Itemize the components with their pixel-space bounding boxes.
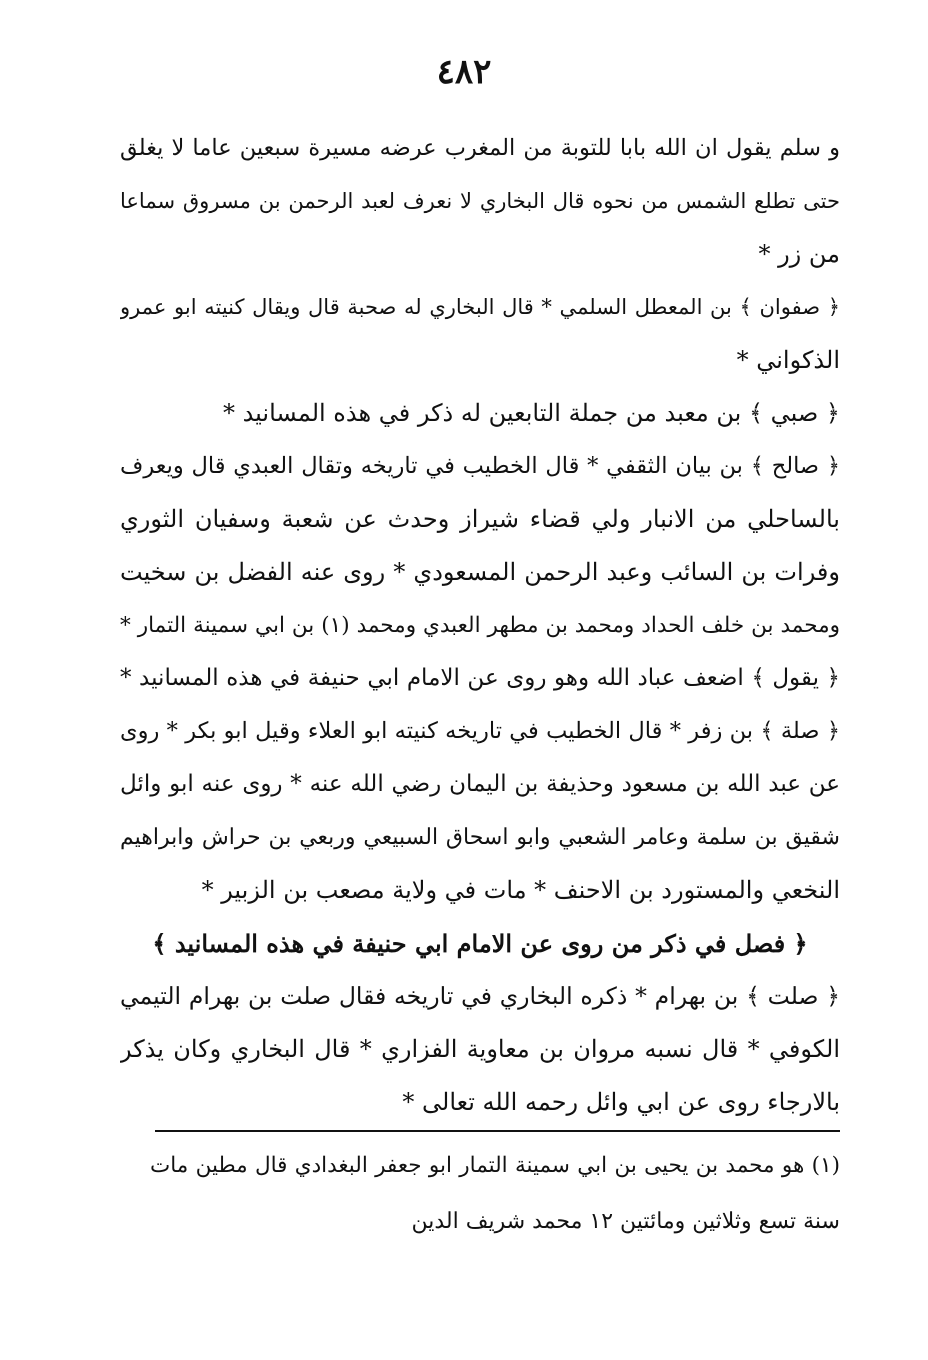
text-line: ومحمد بن خلف الحداد ومحمد بن مطهر العبدي ومحمد (١) بن ابي سمينة التمار * [120, 613, 840, 638]
text-line: من زر * [758, 240, 840, 268]
entry-line-safwan: ﴿ صفوان ﴾ بن المعطل السلمي * قال البخاري له صحبة قال ويقال كنيته ابو عمرو [120, 295, 840, 319]
text-line: الكوفي * قال نسبه مروان بن معاوية الفزاري * قال البخاري وكان يذكر [120, 1035, 840, 1063]
text-line: بالارجاء روى عن ابي وائل رحمه الله تعالى * [402, 1088, 840, 1116]
text-line: و سلم يقول ان الله بابا للتوبة من المغرب عرضه مسيرة سبعين عاما لا يغلق [120, 135, 840, 161]
entry-line-salih: ﴿ صالح ﴾ بن بيان الثقفي * قال الخطيب في تاريخه وتقال العبدي قال ويعرف [120, 453, 840, 479]
text-line: حتى تطلع الشمس من نحوه قال البخاري لا نعرف لعبد الرحمن بن مسروق سماعا [120, 189, 840, 213]
section-heading: ﴿ فصل في ذكر من روى عن الامام ابي حنيفة في هذه المسانيد ﴾ [152, 929, 808, 958]
page-number: ٤٨٢ [436, 52, 492, 92]
text-line: بالساحلي من الانبار ولي قضاء شيراز وحدث عن شعبة وسفيان الثوري [120, 505, 840, 533]
entry-line-sila: ﴿ صلة ﴾ بن زفر * قال الخطيب في تاريخه كنيته ابو العلاء وقيل ابو بكر * روى [120, 718, 840, 744]
main-text [120, 122, 840, 1129]
text-line: شقيق بن سلمة وعامر الشعبي وابو اسحاق السبيعي وربعي بن حراش وابراهيم [120, 825, 840, 850]
footnote-line: (١) هو محمد بن يحيى بن ابي سمينة التمار ابو جعفر البغدادي قال مطين مات [150, 1153, 840, 1178]
text-line: النخعي والمستورد بن الاحنف * مات في ولاية مصعب بن الزبير * [201, 876, 840, 904]
entry-line-yaqul: ﴿ يقول ﴾ اضعف عباد الله وهو روى عن الامام ابي حنيفة في هذه المسانيد * [120, 665, 840, 691]
text-line: الذكواني * [736, 346, 840, 374]
footnote-line: سنة تسع وثلاثين ومائتين ١٢ محمد شريف الدين [411, 1209, 840, 1234]
footnote-divider [155, 1130, 840, 1132]
text-line: عن عبد الله بن مسعود وحذيفة بن اليمان رضي الله عنه * روى عنه ابو وائل [120, 771, 840, 797]
entry-line-salt: ﴿ صلت ﴾ بن بهرام * ذكره البخاري في تاريخه فقال صلت بن بهرام التيمي [120, 982, 840, 1010]
footnote [150, 1138, 840, 1250]
entry-line-subay: ﴿ صبي ﴾ بن معبد من جملة التابعين له ذكر في هذه المسانيد * [222, 399, 840, 427]
text-line: وفرات بن السائب وعبد الرحمن المسعودي * روى عنه الفضل بن سخيت [120, 558, 840, 586]
